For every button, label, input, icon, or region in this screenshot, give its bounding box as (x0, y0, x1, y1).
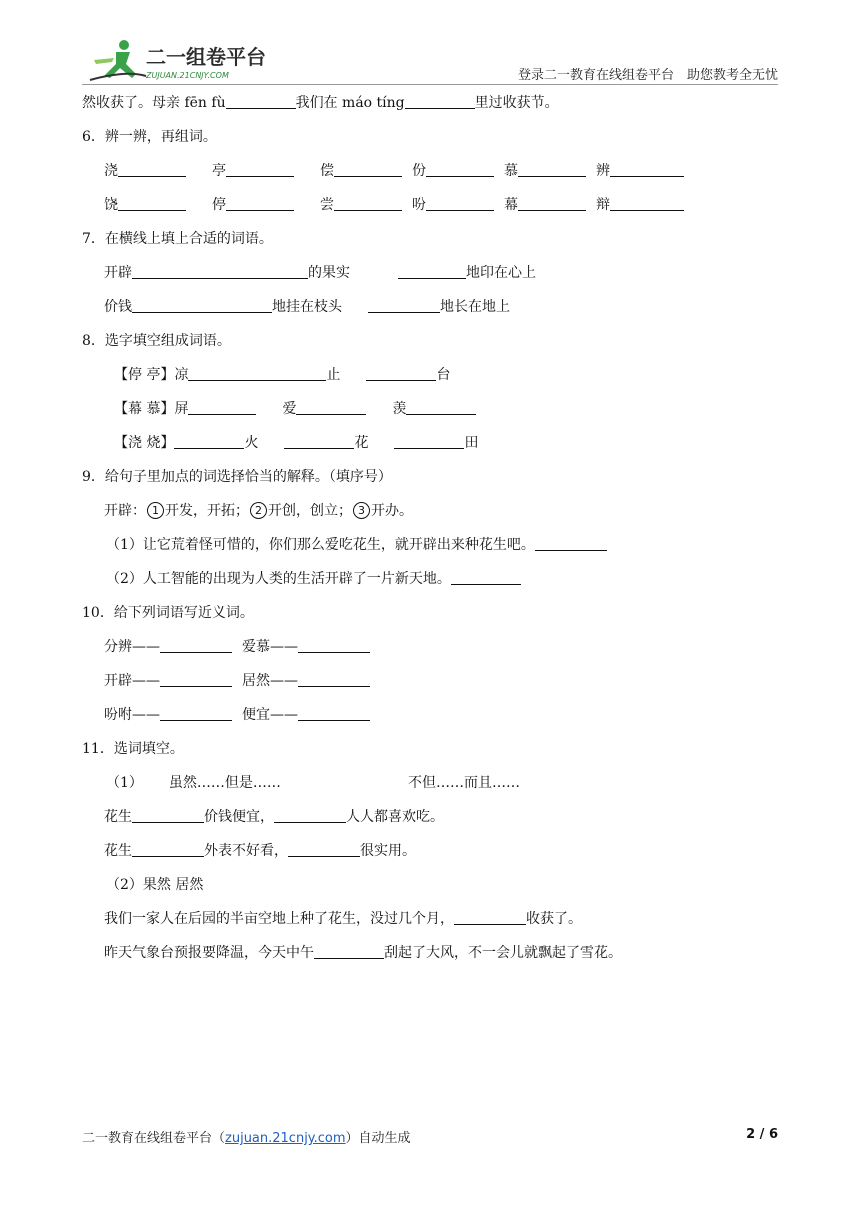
q7-title: 7．在横线上填上合适的词语。 (82, 231, 273, 247)
q11-options2: （2）果然 居然 (106, 877, 204, 893)
q11-options1: （1） 虽然……但是…… (106, 775, 281, 791)
q9-definitions: 开辟： 1 开发，开拓； 2 开创，创立； 3 开办。 (104, 503, 413, 519)
q5-tail-line: 然收获了。母亲 fēn fù 我们在 máo tíng 里过收获节。 (82, 95, 559, 111)
q6-title: 6．辨一辨，再组词。 (82, 129, 217, 145)
q11-sentence1: 花生 价钱便宜， 人人都喜欢吃。 (104, 809, 444, 825)
q9-sentence1: （1）让它荒着怪可惜的，你们那么爱吃花生，就开辟出来种花生吧。 (106, 535, 607, 555)
logo (86, 38, 286, 84)
q7-row2: 价钱 地挂在枝头 地长在地上 (104, 299, 510, 315)
q11-options1b: 不但……而且…… (408, 775, 520, 791)
logo-subtext: ZUJUAN.21CNJY.COM (146, 71, 229, 80)
q6-row1: 浇 亭 偿 份 慕 辨 (104, 161, 684, 181)
runner-logo-icon (86, 38, 286, 84)
q10-row3: 吩咐—— 便宜—— (104, 705, 370, 725)
q10-title: 10．给下列词语写近义词。 (82, 605, 254, 621)
q7-row1: 开辟 的果实 地印在心上 (104, 265, 536, 281)
q9-title: 9．给句子里加点的词选择恰当的解释。（填序号） (82, 469, 392, 485)
header-divider (82, 84, 778, 85)
blank[interactable] (226, 94, 296, 109)
circled-number: 3 (353, 502, 370, 519)
q11-sentence3: 我们一家人在后园的半亩空地上种了花生，没过几个月， 收获了。 (104, 911, 582, 927)
page-number: 2 / 6 (746, 1127, 778, 1142)
circled-number: 2 (250, 502, 267, 519)
header-slogan: 登录二一教育在线组卷平台 助您教考全无忧 (517, 68, 778, 83)
q10-row1: 分辨—— 爱慕—— (104, 637, 370, 657)
q8-group3: 【浇 烧】 火 花 田 (114, 435, 479, 451)
footer-link[interactable]: zujuan.21cnjy.com (225, 1131, 346, 1146)
q6-row2: 饶 停 尝 吩 幕 辩 (104, 195, 684, 215)
footer-source: 二一教育在线组卷平台（zujuan.21cnjy.com）自动生成 (82, 1131, 411, 1146)
circled-number: 1 (147, 502, 164, 519)
q8-group1: 【停 亭】凉 止 台 (114, 367, 451, 383)
logo-text: 二一组卷平台 (146, 45, 266, 69)
q9-sentence2: （2）人工智能的出现为人类的生活开辟了一片新天地。 (106, 569, 521, 589)
q8-group2: 【幕 慕】屏 爱 羡 (114, 399, 476, 419)
q11-title: 11．选词填空。 (82, 741, 184, 757)
q11-sentence4: 昨天气象台预报要降温，今天中午 刮起了大风，不一会儿就飘起了雪花。 (104, 945, 622, 961)
blank[interactable] (405, 94, 475, 109)
q8-title: 8．选字填空组成词语。 (82, 333, 231, 349)
q10-row2: 开辟—— 居然—— (104, 671, 370, 691)
q11-sentence2: 花生 外表不好看， 很实用。 (104, 843, 416, 859)
